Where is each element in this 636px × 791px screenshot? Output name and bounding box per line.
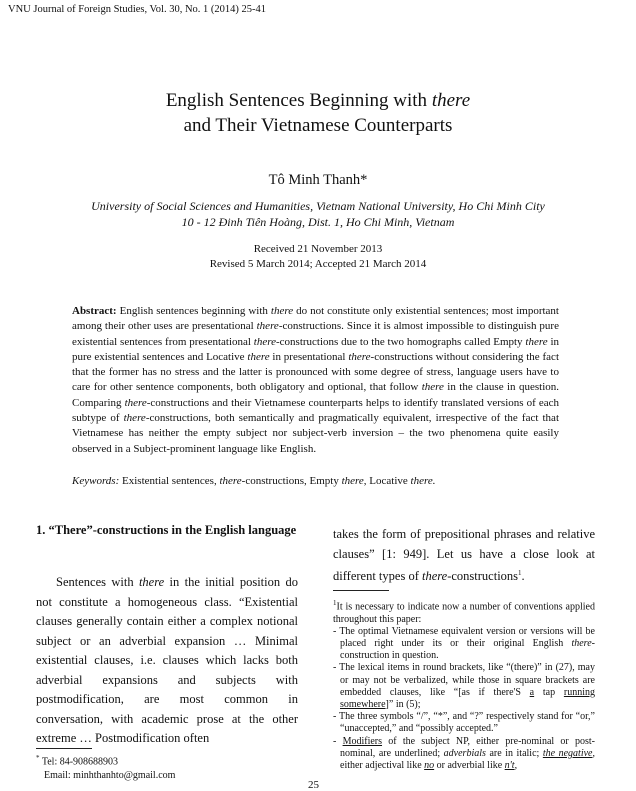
footnote-item: - The optimal Vietnamese equivalent version or versions will be placed right under its or their original English there-construction in question. (333, 625, 595, 662)
abstract: Abstract: English sentences beginning with there do not constitute only existential sentences; most important among their other uses are presentational there-constructions. Since it is almost impossible to distinguish pure existential sentences from presentational there-constructions due to the two homographs called Empty there in pure existential sentences and Locative there in presentational there-constructions without considering the fact that the former has no stress and the latter is pronounced with some degree of stress, language users have to care for other sentence components, both obligatory and optional, that follow there in the clause in question. Comparing there-constructions and their Vietnamese counterparts helps to identify translated versions of each subtype of there-constructions, both semantically and pragmatically equivalent, irrespective of the fact that Vietnamese has neither the empty subject nor subject-verb inversion – the two phenomena quite easily observed in a Subject-prominent language like English. (72, 305, 560, 455)
section-heading: 1. “There”-constructions in the English language (36, 523, 297, 537)
received-dates (0, 242, 636, 272)
keywords-label: Keywords: (72, 475, 120, 487)
footnote-rule-left (36, 748, 92, 749)
title-line-1: English Sentences Beginning with there (165, 90, 471, 111)
title-line-2: and Their Vietnamese Counterparts (183, 115, 453, 136)
footnote-rule-right (333, 590, 389, 591)
affiliation-line-2: 10 - 12 Đinh Tiên Hoàng, Dist. 1, Ho Chi Minh, Vietnam (181, 215, 455, 229)
author-email: Email: minhthanhto@gmail.com (44, 770, 176, 782)
affiliation-line-1: University of Social Sciences and Humanities, Vietnam National University, Ho Chi Minh City (91, 199, 545, 213)
page-number: 25 (308, 779, 319, 791)
author-footnote (36, 751, 175, 783)
right-column-paragraph: takes the form of prepositional phrases and relative clauses” [1: 949]. Let us have a close look at different types of there-constructions$^1$. (333, 527, 595, 584)
footnote-intro: $^1$It is necessary to indicate now a number of conventions applied throughout this paper: (333, 599, 595, 625)
author-name: Tô Minh Thanh* (268, 172, 368, 188)
received-date: Received 21 November 2013 (253, 243, 383, 255)
running-header: VNU Journal of Foreign Studies, Vol. 30, No. 1 (2014) 25-41 (8, 4, 267, 15)
revised-accepted-date: Revised 5 March 2014; Accepted 21 March 2014 (209, 258, 427, 270)
footnote-conventions (333, 597, 595, 772)
keywords: Keywords: Existential sentences, there-constructions, Empty there, Locative there. (72, 475, 436, 487)
author-phone: * Tel: 84-908688903 (36, 754, 119, 768)
paper-title (0, 88, 636, 138)
footnote-item: - Modifiers of the subject NP, either pre-nominal or post-nominal, are underlined; adverbials are in italic; the negative, either adjectival like no or adverbial like n't, (333, 735, 595, 771)
abstract-label: Abstract: (72, 305, 117, 317)
left-column-paragraph: Sentences with there in the initial position do not constitute a homogeneous class. “Existential clauses generally contain either a complex notional subject or an adverbial expansion … Minimal existential clauses, i.e. clauses which lacks both adverbial expansions and subjects with postmodification, are most common in conversation, with academic prose at the other extreme … Postmodification often (36, 575, 298, 745)
footnote-item: - The lexical items in round brackets, like “(there)” in (27), may or may not be verbalized, while those in square brackets are embedded clauses, like “[as if there'S a tap running somewhere]” in (5); (333, 662, 595, 710)
footnote-ref: 1 (518, 569, 522, 577)
footnote-item: - The three symbols “/”, “*”, and “?” respectively stand for “or,” “unaccepted,” and “possibly accepted.” (333, 711, 595, 735)
affiliation (0, 198, 636, 230)
